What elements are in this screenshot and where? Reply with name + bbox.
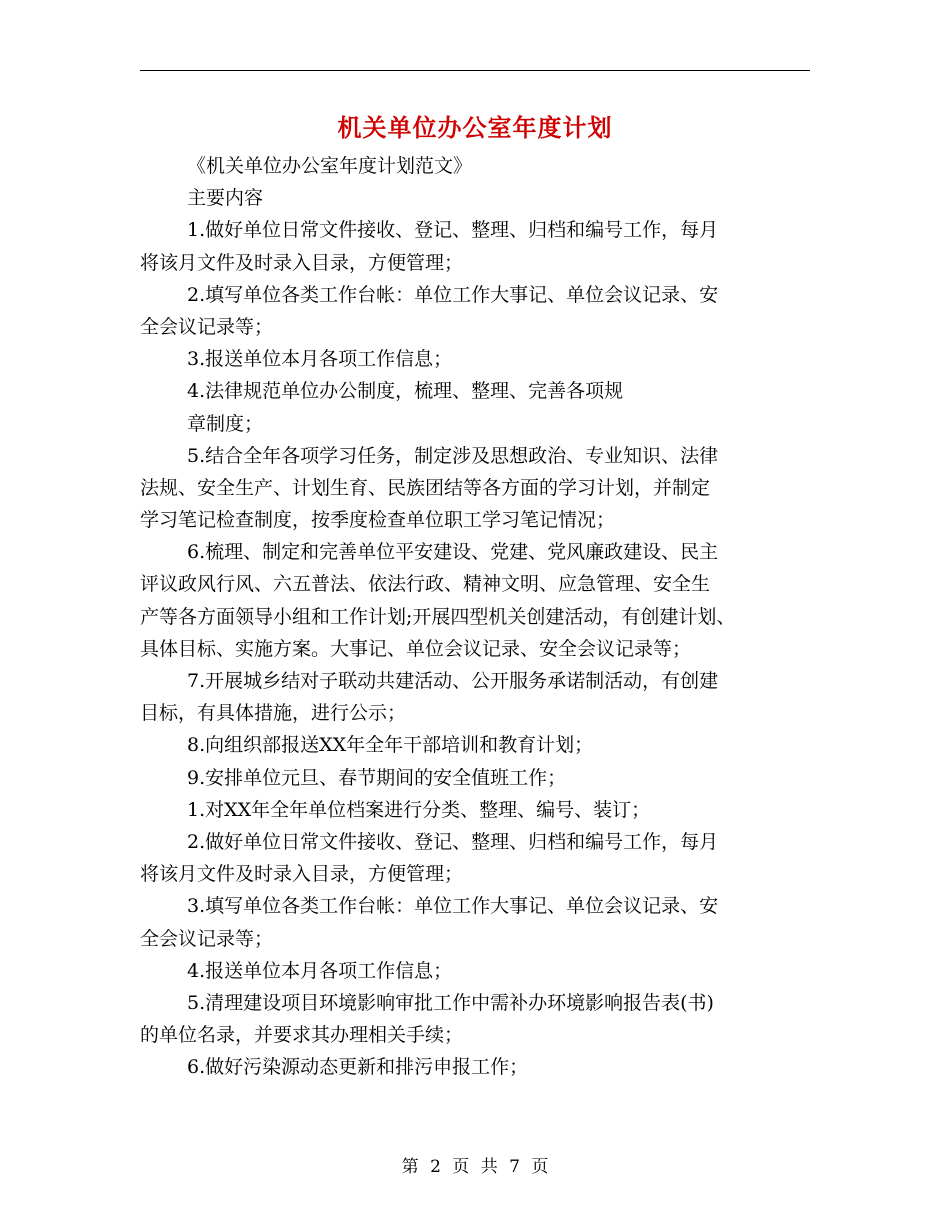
body-line: 目标，有具体措施，进行公示；	[140, 702, 407, 725]
page-footer: 第 2 页 共 7 页	[401, 1157, 549, 1177]
body-line: 章制度；	[187, 412, 264, 435]
body-line: 的单位名录，并要求其办理相关手续；	[140, 1024, 464, 1047]
body-line: 法规、安全生产、计划生育、民族团结等各方面的学习计划，并制定	[140, 476, 711, 499]
body-line: 将该月文件及时录入目录，方便管理；	[140, 863, 464, 886]
body-line: 5.结合全年各项学习任务，制定涉及思想政治、专业知识、法律	[187, 444, 719, 467]
body-line: 7.开展城乡结对子联动共建活动、公开服务承诺制活动，有创建	[187, 670, 719, 692]
header-rule	[140, 70, 810, 71]
body-line: 6.做好污染源动态更新和排污申报工作；	[187, 1056, 529, 1079]
body-line: 9.安排单位元旦、春节期间的安全值班工作；	[187, 766, 567, 789]
body-line: 主要内容	[187, 187, 264, 210]
body-line: 5.清理建设项目环境影响审批工作中需补办环境影响报告表(书)	[187, 991, 714, 1014]
document-body	[140, 150, 820, 1083]
body-line: 全会议记录等；	[140, 315, 274, 338]
body-line: 3.填写单位各类工作台帐：单位工作大事记、单位会议记录、安	[187, 895, 719, 918]
body-line: 8.向组织部报送XX年全年干部培训和教育计划；	[187, 734, 594, 757]
body-line: 1.做好单位日常文件接收、登记、整理、归档和编号工作，每月	[187, 219, 719, 242]
body-line: 产等各方面领导小组和工作计划;开展四型机关创建活动，有创建计划、	[140, 605, 736, 628]
body-line: 评议政风行风、六五普法、依法行政、精神文明、应急管理、安全生	[140, 573, 711, 596]
body-line: 《机关单位办公室年度计划范文》	[187, 155, 473, 177]
body-line: 具体目标、实施方案。大事记、单位会议记录、安全会议记录等；	[140, 637, 692, 660]
body-line: 全会议记录等；	[140, 927, 274, 950]
body-line: 将该月文件及时录入目录，方便管理；	[140, 251, 464, 274]
body-line: 3.报送单位本月各项工作信息；	[187, 348, 453, 371]
body-line: 1.对XX年全年单位档案进行分类、整理、编号、装订；	[187, 798, 651, 821]
body-line: 学习笔记检查制度，按季度检查单位职工学习笔记情况；	[140, 509, 616, 532]
body-line: 2.做好单位日常文件接收、登记、整理、归档和编号工作，每月	[187, 830, 719, 853]
body-line: 6.梳理、制定和完善单位平安建设、党建、党风廉政建设、民主	[187, 541, 719, 564]
body-line: 4.法律规范单位办公制度，梳理、整理、完善各项规	[187, 380, 624, 403]
document-title: 机关单位办公室年度计划	[337, 114, 613, 142]
body-line: 2.填写单位各类工作台帐：单位工作大事记、单位会议记录、安	[187, 283, 719, 306]
body-line: 4.报送单位本月各项工作信息；	[187, 959, 453, 982]
